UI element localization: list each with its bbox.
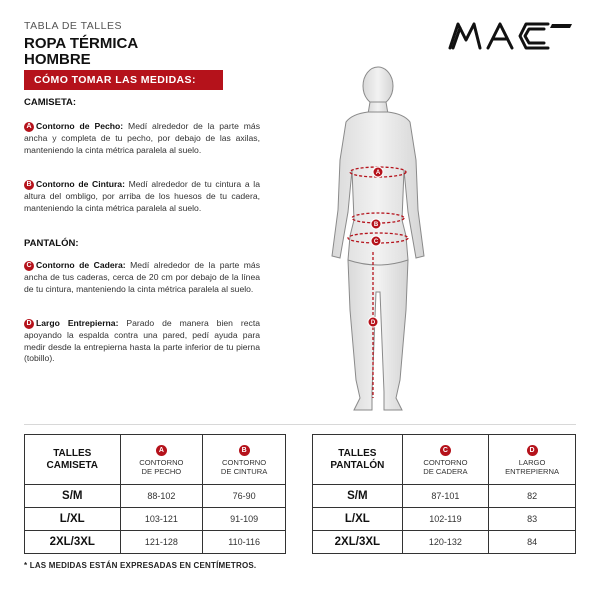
size-table-pants (312, 434, 576, 554)
title-line-1: ROPA TÉRMICA (24, 35, 139, 52)
instruction-b (24, 179, 260, 214)
title-line-2: HOMBRE (24, 51, 91, 68)
shirt-header: TALLES CAMISETA (25, 435, 121, 485)
figure-head (363, 67, 393, 105)
table-row: L/XL 102-119 83 (313, 508, 576, 531)
badge-c: C (24, 261, 34, 271)
footnote: * LAS MEDIDAS ESTÁN EXPRESADAS EN CENTÍMETROS. (24, 561, 257, 570)
badge-b: B (24, 180, 34, 190)
instruction-c-label: Contorno de Cadera: (36, 260, 126, 270)
instruction-a (24, 121, 260, 156)
instruction-b-label: Contorno de Cintura: (36, 179, 125, 189)
badge-d: D (24, 319, 34, 329)
mac-logo (444, 18, 576, 52)
figure-marker-c: C (373, 239, 379, 245)
instruction-a-text: Medí alrededor de la parte más ancha y completa de tu pecho, por debajo de las axilas, manteniendo la cinta métrica paralela al suelo. (24, 121, 260, 155)
how-to-measure-banner: CÓMO TOMAR LAS MEDIDAS: (24, 70, 223, 90)
figure-marker-b: B (373, 222, 379, 228)
badge-a: A (24, 122, 34, 132)
figure-marker-a: A (375, 170, 381, 176)
instruction-c-text: Medí alrededor de la parte más ancha de tus caderas, cerca de 20 cm por debajo de la línea de tu cintura, manteniendo la cinta métrica paralela al suelo. (24, 260, 261, 294)
pants-col-hip: C CONTORNO DE CADERA (402, 435, 488, 485)
table-row: 2XL/3XL 120-132 84 (313, 531, 576, 554)
pants-header: TALLES PANTALÓN (313, 435, 403, 485)
shirt-col-chest: A CONTORNO DE PECHO (120, 435, 203, 485)
instruction-c (24, 260, 260, 295)
pants-col-inseam: D LARGO ENTREPIERNA (489, 435, 576, 485)
instruction-a-label: Contorno de Pecho: (36, 121, 124, 131)
figure-marker-d: D (370, 320, 376, 326)
section-shirt: CAMISETA: (24, 97, 77, 108)
table-row: 2XL/3XL 121-128 110-116 (25, 531, 286, 554)
table-row: S/M 88-102 76-90 (25, 485, 286, 508)
size-table-shirt (24, 434, 286, 554)
table-row: S/M 87-101 82 (313, 485, 576, 508)
instruction-d-text: Parado de manera bien recta apoyando la espalda contra una pared, pedí ayuda para medir desde la entrepierna hasta la parte inferior de tu pierna (tobillo). (24, 318, 260, 364)
page-kicker: TABLA DE TALLES (24, 20, 122, 32)
instruction-d (24, 318, 260, 365)
figure-legs (348, 260, 408, 410)
page-title (24, 36, 138, 68)
instruction-d-label: Largo Entrepierna: (36, 318, 119, 328)
divider (24, 424, 576, 425)
instruction-b-text: Medí alrededor de tu cintura a la altura del ombligo, por arriba de los huesos de tu cadera, manteniendo la cinta métrica paralela al suelo. (24, 179, 260, 213)
body-figure-illustration (300, 60, 460, 420)
shirt-col-waist: B CONTORNO DE CINTURA (203, 435, 286, 485)
section-pants: PANTALÓN: (24, 238, 79, 249)
table-row: L/XL 103-121 91-109 (25, 508, 286, 531)
